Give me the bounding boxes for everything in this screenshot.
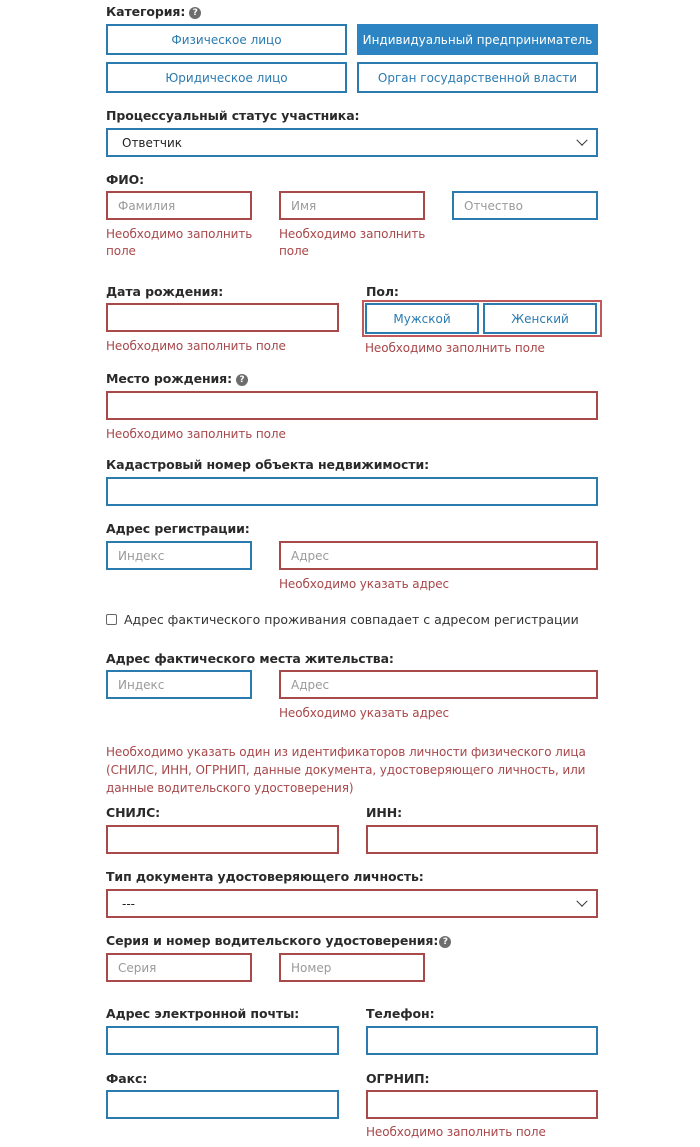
snils-input[interactable]: [106, 825, 339, 854]
actual-address-error: Необходимо указать адрес: [279, 706, 450, 720]
actual-address-input[interactable]: [279, 670, 598, 699]
same-address-checkbox-row[interactable]: [106, 612, 579, 627]
reg-address-label: Адрес регистрации:: [106, 521, 250, 536]
button-label: Орган государственной власти: [377, 70, 578, 85]
ogrnip-label: ОГРНИП:: [366, 1071, 430, 1086]
birth-place-label: [106, 371, 248, 386]
patronymic-input[interactable]: [452, 191, 598, 220]
actual-address-label: Адрес фактического места жительства:: [106, 651, 394, 666]
gender-female-button[interactable]: [483, 303, 597, 334]
category-entrepreneur-button[interactable]: [357, 24, 598, 55]
same-address-checkbox[interactable]: [106, 614, 117, 625]
license-number-input[interactable]: [279, 953, 425, 982]
ogrnip-input[interactable]: [366, 1090, 598, 1119]
id-doc-select-value: ---: [122, 896, 135, 911]
ogrnip-error: Необходимо заполнить поле: [366, 1125, 546, 1139]
button-label: Физическое лицо: [171, 32, 282, 47]
category-individual-button[interactable]: [106, 24, 347, 55]
gender-label: Пол:: [366, 284, 399, 299]
gender-male-button[interactable]: [365, 303, 479, 334]
question-circle-icon[interactable]: ?: [236, 374, 248, 386]
status-select-value: Ответчик: [122, 135, 183, 150]
category-label-text: Категория:: [106, 4, 186, 19]
fax-label: Факс:: [106, 1071, 148, 1086]
id-doc-label: Тип документа удостоверяющего личность:: [106, 869, 424, 884]
identifiers-error: Необходимо указать один из идентификаторов личности физического лица (СНИЛС, ИНН, ОГРНИП, данные документа, удостоверяющего личность, или данные водительского удостоверения): [106, 745, 586, 795]
chevron-down-icon: [576, 895, 587, 906]
actual-index-input[interactable]: [106, 670, 252, 699]
question-circle-icon[interactable]: ?: [189, 7, 201, 19]
cadastral-label: Кадастровый номер объекта недвижимости:: [106, 457, 430, 472]
birth-place-input[interactable]: [106, 391, 598, 420]
birth-date-label: Дата рождения:: [106, 284, 224, 299]
gender-error: Необходимо заполнить поле: [365, 341, 545, 355]
button-label: Индивидуальный предприниматель: [362, 32, 593, 47]
inn-input[interactable]: [366, 825, 598, 854]
reg-index-input[interactable]: [106, 541, 252, 570]
category-government-button[interactable]: [357, 62, 598, 93]
email-label: Адрес электронной почты:: [106, 1006, 300, 1021]
name-input[interactable]: [279, 191, 425, 220]
gender-toggle-group: [362, 300, 602, 337]
status-label: Процессуальный статус участника:: [106, 108, 360, 123]
birth-place-error: Необходимо заполнить поле: [106, 427, 286, 441]
same-address-label: Адрес фактического проживания совпадает с адресом регистрации: [124, 612, 579, 627]
status-select[interactable]: [106, 128, 598, 157]
reg-address-input[interactable]: [279, 541, 598, 570]
driver-license-label-text: Серия и номер водительского удостоверения:: [106, 933, 439, 948]
chevron-down-icon: [576, 134, 587, 145]
id-doc-select[interactable]: [106, 889, 598, 918]
birth-date-error: Необходимо заполнить поле: [106, 339, 286, 353]
reg-address-error: Необходимо указать адрес: [279, 577, 450, 591]
birth-date-input[interactable]: [106, 303, 339, 332]
phone-input[interactable]: [366, 1026, 598, 1055]
license-series-input[interactable]: [106, 953, 252, 982]
snils-label: СНИЛС:: [106, 805, 161, 820]
cadastral-input[interactable]: [106, 477, 598, 506]
fax-input[interactable]: [106, 1090, 339, 1119]
button-label: Женский: [511, 311, 569, 326]
phone-label: Телефон:: [366, 1006, 435, 1021]
birth-place-label-text: Место рождения:: [106, 371, 232, 386]
driver-license-label: [106, 933, 451, 948]
question-circle-icon[interactable]: ?: [439, 936, 451, 948]
surname-input[interactable]: [106, 191, 252, 220]
category-label: [106, 4, 201, 19]
button-label: Мужской: [393, 311, 451, 326]
fio-label: ФИО:: [106, 172, 145, 187]
email-input[interactable]: [106, 1026, 339, 1055]
surname-error: Необходимо заполнить поле: [106, 227, 253, 258]
category-legal-entity-button[interactable]: [106, 62, 347, 93]
name-error: Необходимо заполнить поле: [279, 227, 426, 258]
button-label: Юридическое лицо: [165, 70, 288, 85]
inn-label: ИНН:: [366, 805, 402, 820]
